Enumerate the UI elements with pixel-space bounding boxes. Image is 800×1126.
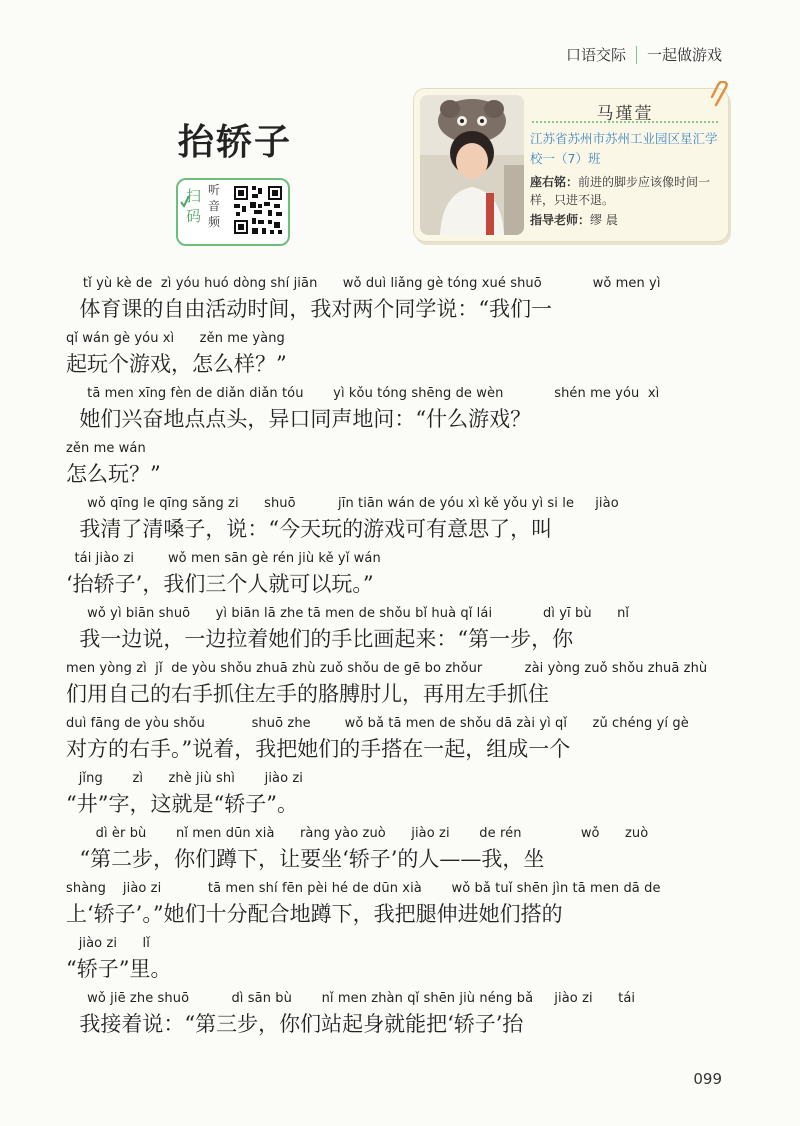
hanzi-line: 怎么玩？” — [66, 462, 161, 486]
motto-text: 前进的脚步应该像时间一样，只进不退。 — [530, 175, 711, 207]
hanzi-line: 们用自己的右手抓住左手的胳膊肘儿，再用左手抓住 — [66, 682, 549, 706]
hanzi-line: “轿子”里。 — [66, 957, 172, 981]
text-line — [66, 991, 726, 1045]
section-label: 口语交际 — [565, 46, 626, 64]
hanzi-line: 我清了清嗓子，说：“今天玩的游戏可有意思了，叫 — [66, 517, 553, 541]
audio-qr-box[interactable] — [176, 178, 290, 246]
text-line — [66, 661, 726, 715]
hanzi-line: “第二步，你们蹲下，让要坐‘轿子’的人——我，坐 — [66, 847, 545, 871]
hanzi-line: 体育课的自由活动时间，我对两个同学说：“我们一 — [66, 297, 553, 321]
pinyin-line: shàng jiào zi tā men shí fēn pèi hé de dūn xià wǒ bǎ tuǐ shēn jìn tā men dā de — [66, 881, 661, 896]
page-number: 099 — [693, 1070, 722, 1088]
text-line — [66, 826, 726, 880]
author-card — [413, 88, 729, 242]
hanzi-line: “井”字，这就是“轿子”。 — [66, 792, 298, 816]
hanzi-line: ‘抬轿子’，我们三个人就可以玩。” — [66, 572, 374, 596]
pinyin-line: jiào zi lǐ — [66, 936, 150, 951]
hanzi-line: 我一边说，一边拉着她们的手比画起来：“第一步，你 — [66, 627, 574, 651]
text-line — [66, 386, 726, 440]
author-photo — [420, 95, 524, 235]
qr-code-icon[interactable] — [232, 184, 284, 236]
name-divider — [532, 121, 718, 123]
teacher-label: 指导老师： — [530, 213, 591, 227]
text-line — [66, 276, 726, 330]
hanzi-line: 上‘轿子’。”她们十分配合地蹲下，我把腿伸进她们搭的 — [66, 902, 563, 926]
pinyin-line: tái jiào zi wǒ men sān gè rén jiù kě yǐ wán — [66, 551, 381, 566]
listen-audio-label: 听音频 — [208, 183, 221, 229]
text-line — [66, 331, 726, 385]
text-line — [66, 606, 726, 660]
pinyin-line: wǒ yì biān shuō yì biān lā zhe tā men de shǒu bǐ huà qǐ lái dì yī bù nǐ — [66, 606, 630, 621]
pinyin-line: tǐ yù kè de zì yóu huó dòng shí jiān wǒ duì liǎng gè tóng xué shuō wǒ men yì — [66, 276, 661, 291]
scan-label: 扫码 — [186, 187, 202, 225]
text-line — [66, 496, 726, 550]
text-line — [66, 881, 726, 935]
text-line — [66, 441, 726, 495]
text-line — [66, 551, 726, 605]
teacher-name: 缪 晨 — [590, 213, 618, 227]
story-text — [66, 276, 726, 1046]
hanzi-line: 她们兴奋地点点头，异口同声地问：“什么游戏？ — [66, 407, 532, 431]
author-teacher — [530, 211, 726, 229]
author-name: 马瑾萱 — [596, 104, 654, 124]
header-divider — [636, 46, 637, 64]
pinyin-line: duì fāng de yòu shǒu shuō zhe wǒ bǎ tā men de shǒu dā zài yì qǐ zǔ chéng yí gè — [66, 716, 689, 731]
pinyin-line: men yòng zì jǐ de yòu shǒu zhuā zhù zuǒ shǒu de gē bo zhǒur zài yòng zuǒ shǒu zhuā zhù — [66, 661, 708, 676]
pinyin-line: tā men xīng fèn de diǎn diǎn tóu yì kǒu tóng shēng de wèn shén me yóu xì — [66, 386, 660, 401]
page-title: 抬轿子 — [178, 121, 293, 163]
hanzi-line: 我接着说：“第三步，你们站起身就能把‘轿子’抬 — [66, 1012, 524, 1036]
text-line — [66, 716, 726, 770]
author-school: 江苏省苏州市苏州工业园区星汇学校一（7）班 — [530, 131, 718, 166]
pinyin-line: jǐng zì zhè jiù shì jiào zi — [66, 771, 304, 786]
pinyin-line: zěn me wán — [66, 441, 146, 456]
pinyin-line: dì èr bù nǐ men dūn xià ràng yào zuò jiào zi de rén wǒ zuò — [66, 826, 649, 841]
hanzi-line: 对方的右手。”说着，我把她们的手搭在一起，组成一个 — [66, 737, 571, 761]
motto-label: 座右铭： — [530, 175, 579, 189]
pinyin-line: wǒ jiē zhe shuō dì sān bù nǐ men zhàn qǐ shēn jiù néng bǎ jiào zi tái — [66, 991, 636, 1006]
text-line — [66, 936, 726, 990]
pinyin-line: qǐ wán gè yóu xì zěn me yàng — [66, 331, 285, 346]
text-line — [66, 771, 726, 825]
author-motto — [530, 173, 726, 209]
chapter-header — [566, 44, 722, 65]
hanzi-line: 起玩个游戏，怎么样？” — [66, 352, 287, 376]
pinyin-line: wǒ qīng le qīng sǎng zi shuō jīn tiān wán de yóu xì kě yǒu yì si le jiào — [66, 496, 619, 511]
topic-label: 一起做游戏 — [646, 46, 722, 64]
